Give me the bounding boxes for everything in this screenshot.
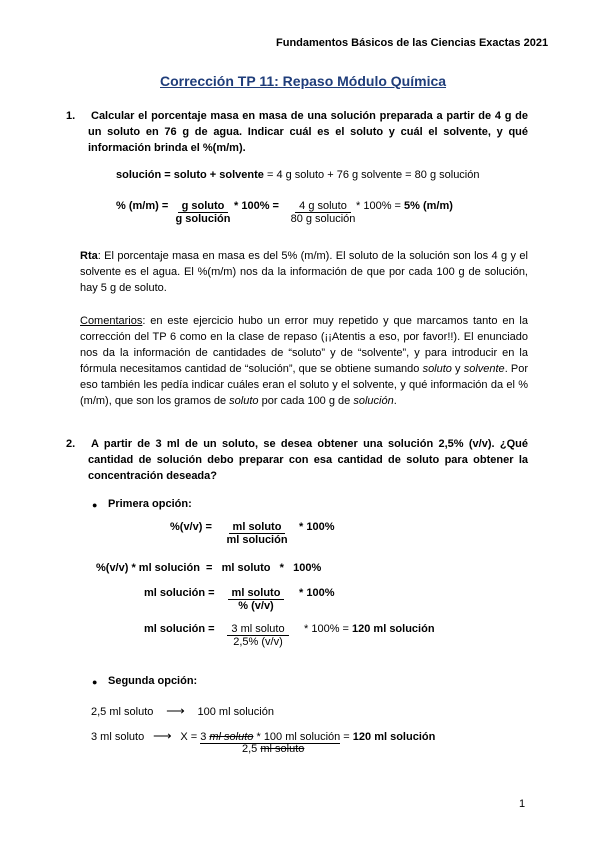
formula-2: %(v/v) * ml solución = ml soluto * 100%	[96, 562, 322, 574]
rule-of-three-row-2: 3 ml soluto ⟶ X = 3 ml soluto * 100 ml solución = 120 ml solución	[91, 728, 436, 743]
formula-1-fraction: ml soluto ml solución	[226, 521, 288, 546]
option-2-heading: Segunda opción:	[108, 675, 198, 687]
formula-3-lhs: ml solución =	[144, 587, 215, 599]
rule-of-three-numerator: 3 ml soluto * 100 ml solución	[200, 731, 341, 743]
formula-4-lhs: ml solución =	[144, 623, 215, 635]
rule-of-three-row-1: 2,5 ml soluto ⟶ 100 ml solución	[91, 703, 274, 718]
question-2-number: 2.	[66, 438, 76, 450]
formula-4-fraction: 3 ml soluto 2,5% (v/v)	[215, 623, 301, 648]
question-2-text: A partir de 3 ml de un soluto, se desea obtener una solución 2,5% (v/v). ¿Qué cantidad de solución debo preparar con esa cantidad de soluto para obtener la concentración deseada?	[88, 438, 528, 482]
bullet-icon: ●	[92, 677, 98, 687]
bullet-icon: ●	[92, 500, 98, 510]
formula-3-rhs: * 100%	[299, 587, 335, 599]
question-1-number: 1.	[66, 110, 76, 122]
course-header: Fundamentos Básicos de las Ciencias Exactas 2021	[276, 37, 549, 49]
equation-mm-lhs: % (m/m) =	[116, 200, 169, 212]
equation-solution-sum: solución = soluto + solvente = 4 g soluto + 76 g solvente = 80 g solución	[116, 169, 480, 181]
equation-mm-mid: * 100% =	[234, 200, 279, 212]
question-1-text: Calcular el porcentaje masa en masa de una solución preparada a partir de 4 g de un soluto en 76 g de agua. Indicar cuál es el soluto y cuál el solvente, y qué información brinda el %(m/m).	[88, 110, 528, 154]
rule-of-three-denominator: 2,5 ml soluto	[242, 743, 305, 755]
arrow-right-icon: ⟶	[166, 703, 185, 718]
formula-1-rhs: * 100%	[299, 521, 335, 533]
equation-mm-result: * 100% = 5% (m/m)	[356, 200, 453, 212]
answer-paragraph: Rta: El porcentaje masa en masa es del 5% (m/m). El soluto de la solución son los 4 g y el solvente es el agua. El %(m/m) nos da la información de que por cada 100 g de solución, hay 5 g de soluto.	[80, 250, 528, 294]
formula-1-lhs: %(v/v) =	[170, 521, 212, 533]
formula-3-fraction: ml soluto % (v/v)	[216, 587, 296, 612]
page-number: 1	[519, 798, 526, 810]
option-1-heading: Primera opción:	[108, 498, 192, 510]
comments-paragraph: Comentarios: en este ejercicio hubo un error muy repetido y que marcamos tanto en la corrección del TP 6 como en la clase de repaso (¡¡Atentis a eso, por favor!!). El enunciado nos da la información de cantidades de “soluto” y de “solvente”, y para introducir en la fórmula necesitamos cantidad de “solución”, que se obtiene sumando soluto y solvente. Por eso también les pedía indicar cuáles eran el soluto y el solvente, y qué información da el %(m/m), que son los gramos de soluto por cada 100 g de solución.	[80, 315, 528, 407]
formula-4-result: * 100% = 120 ml solución	[304, 623, 435, 635]
fraction-mm-values: 4 g soluto 80 g solución	[290, 200, 356, 225]
arrow-right-icon: ⟶	[152, 728, 172, 743]
fraction-mm-formula: g soluto g solución	[175, 200, 231, 225]
page-title: Corrección TP 11: Repaso Módulo Química	[160, 73, 447, 89]
